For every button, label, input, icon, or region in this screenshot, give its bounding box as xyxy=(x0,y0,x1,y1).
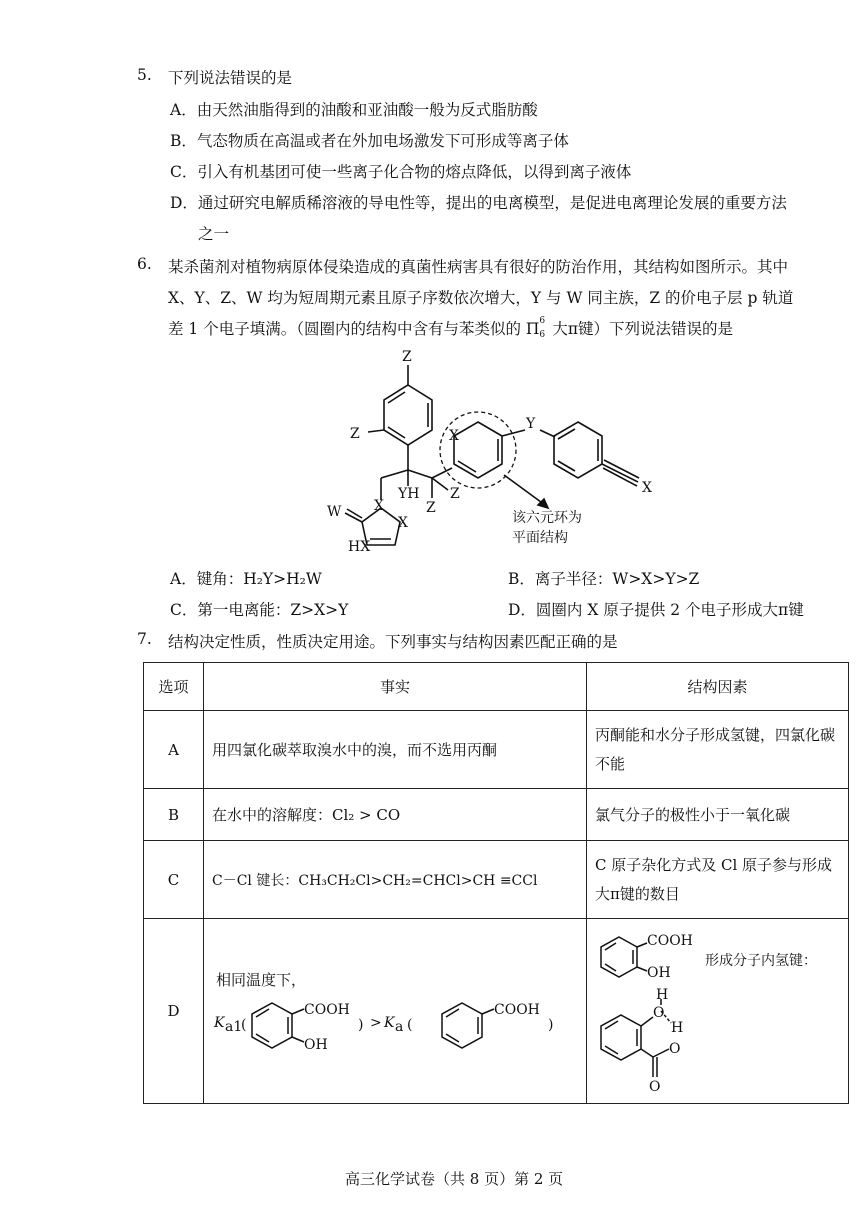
q5-option-c: C．引入有机基团可使一些离子化合物的熔点降低，以得到离子液体 xyxy=(170,163,632,181)
q6-stem-line1: 某杀菌剂对植物病原体侵染造成的真菌性病害具有很好的防治作用，其结构如图所示。其中 xyxy=(168,258,789,276)
table-row xyxy=(144,841,849,919)
q7-stem: 结构决定性质，性质决定用途。下列事实与结构因素匹配正确的是 xyxy=(168,633,618,651)
header-reason: 结构因素 xyxy=(587,663,849,711)
q5-stem: 下列说法错误的是 xyxy=(168,69,293,87)
row-c-fact: C－Cl 键长：CH₃CH₂Cl>CH₂=CHCl>CH ≡CCl xyxy=(204,841,587,919)
row-c-option: C xyxy=(144,841,204,919)
q5-option-b: B．气态物质在高温或者在外加电场激发下可形成等离子体 xyxy=(170,132,569,150)
q7-table xyxy=(143,662,849,1104)
gt-symbol: > xyxy=(370,1015,382,1031)
row-a-reason: 丙酮能和水分子形成氢键，四氯化碳不能 xyxy=(587,711,849,789)
table-row xyxy=(144,919,849,1104)
header-option: 选项 xyxy=(144,663,204,711)
label-x-nitrile: X xyxy=(642,480,652,496)
q6-stem-line2: X、Y、Z、W 均为短周期元素且原子序数依次增大，Y 与 W 同主族，Z 的价电子层 p 轨道 xyxy=(168,289,794,307)
label-hx: HX xyxy=(348,539,371,555)
q6-option-b: B．离子半径：W>X>Y>Z xyxy=(508,570,700,588)
oh-label-1: OH xyxy=(304,1037,328,1053)
row-b-reason: 氯气分子的极性小于一氧化碳 xyxy=(587,789,849,841)
salicylic-ring xyxy=(252,1003,292,1048)
q6-stem-line3-tail: 大π键）下列说法错误的是 xyxy=(552,320,734,338)
o-label-carboxyl: O xyxy=(669,1041,681,1057)
cooh-label-1: COOH xyxy=(304,1002,350,1018)
benzene-ring-right xyxy=(554,422,602,478)
header-fact: 事实 xyxy=(204,663,587,711)
ka1-subscript: a1 xyxy=(225,1019,243,1035)
table-header-row xyxy=(144,663,849,711)
row-d-reason xyxy=(587,919,849,1104)
ka-subscript: a xyxy=(395,1019,404,1035)
o-label-phenol: O xyxy=(653,1005,665,1021)
pi-subscript: 6 xyxy=(539,330,546,340)
oh-label-3: OH xyxy=(647,965,671,981)
table-row xyxy=(144,711,849,789)
o-label-carbonyl: O xyxy=(649,1079,661,1095)
q6-option-a: A．键角：H₂Y>H₂W xyxy=(170,570,322,588)
q6-number: 6. xyxy=(137,255,152,273)
row-d-option: D xyxy=(144,919,204,1104)
chelate-ring xyxy=(601,1015,641,1060)
row-c-reason: C 原子杂化方式及 Cl 原子参与形成大π键的数目 xyxy=(587,841,849,919)
h-label-top: H xyxy=(656,987,669,1003)
note-line2: 平面结构 xyxy=(512,530,568,546)
q5-option-d-cont: 之一 xyxy=(198,225,230,243)
close-paren-1: ) xyxy=(358,1017,364,1033)
label-yh: YH xyxy=(398,486,420,502)
q6-stem-line3-text: 差 1 个电子填满。（圆圈内的结构中含有与苯类似的 Π xyxy=(168,320,540,338)
close-paren-2: ) xyxy=(548,1017,554,1033)
label-x-b: X xyxy=(398,515,408,531)
ka-label: K xyxy=(384,1015,395,1031)
row-d-reason-structures xyxy=(587,919,849,1104)
label-x-a: X xyxy=(374,498,384,514)
cooh-label-2: COOH xyxy=(494,1002,540,1018)
label-w: W xyxy=(327,504,342,520)
label-z-top: Z xyxy=(402,349,412,365)
q5-option-d: D．通过研究电解质稀溶液的导电性等，提出的电离模型，是促进电离理论发展的重要方法 xyxy=(170,194,787,212)
q5-number: 5. xyxy=(137,66,152,84)
pi-superscript: 6 xyxy=(539,316,546,326)
q5-option-a: A．由天然油脂得到的油酸和亚油酸一般为反式脂肪酸 xyxy=(170,101,538,119)
label-y-link: Y xyxy=(526,416,536,432)
benzoic-ring xyxy=(442,1003,482,1048)
row-d-fact-structures xyxy=(204,919,587,1104)
label-x-ring: X xyxy=(449,428,459,444)
salicylic-ring-small xyxy=(601,937,637,977)
label-z-left: Z xyxy=(350,426,360,442)
h-label-mid: H xyxy=(671,1020,684,1036)
q6-option-d: D．圆圈内 X 原子提供 2 个电子形成大π键 xyxy=(508,601,804,619)
q6-option-c: C．第一电离能：Z>X>Y xyxy=(170,601,349,619)
reason-suffix: 形成分子内氢键： xyxy=(705,953,817,969)
row-d-fact-prefix: 相同温度下， xyxy=(216,971,307,989)
row-b-fact: 在水中的溶解度：Cl₂ > CO xyxy=(204,789,587,841)
label-z-c1: Z xyxy=(450,486,460,502)
row-d-fact xyxy=(204,919,587,1104)
row-a-option: A xyxy=(144,711,204,789)
benzene-ring-top xyxy=(384,385,432,445)
note-line1: 该六元环为 xyxy=(512,510,582,526)
row-b-option: B xyxy=(144,789,204,841)
label-z-c2: Z xyxy=(426,500,436,516)
cooh-label-3: COOH xyxy=(647,933,693,949)
q6-stem-line3 xyxy=(168,317,733,339)
dashed-circle xyxy=(440,412,516,488)
ka1-label: K xyxy=(214,1015,225,1031)
ka1-open-paren: ( xyxy=(241,1017,247,1033)
pyridine-ring xyxy=(454,422,502,478)
page-footer: 高三化学试卷（共 8 页）第 2 页 xyxy=(345,1170,564,1188)
row-a-fact: 用四氯化碳萃取溴水中的溴，而不选用丙酮 xyxy=(204,711,587,789)
q7-number: 7. xyxy=(137,630,152,648)
table-row xyxy=(144,789,849,841)
q6-structure-diagram xyxy=(0,340,868,600)
ka-open-paren: ( xyxy=(407,1017,413,1033)
